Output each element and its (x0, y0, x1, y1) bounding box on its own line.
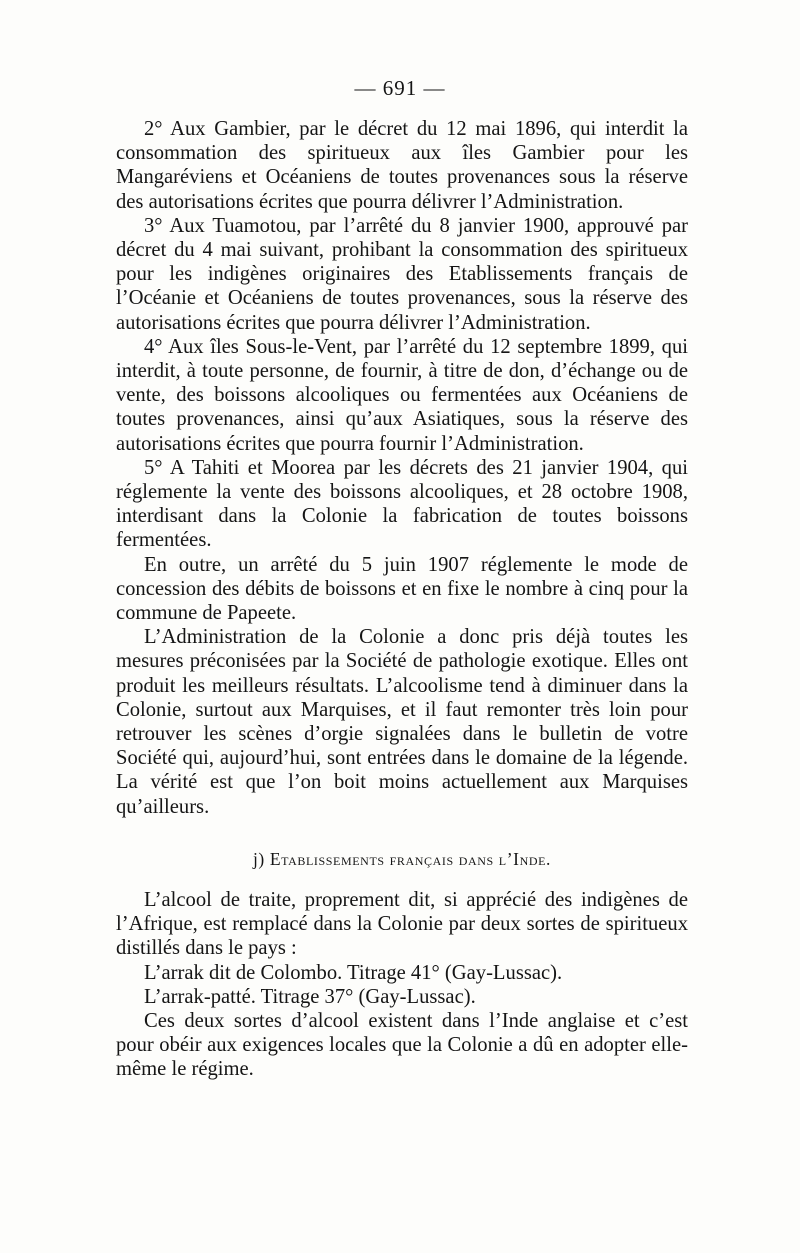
paragraph-papeete: En outre, un arrêté du 5 juin 1907 réglemente le mode de concession des débits de boissons et en fixe le nombre à cinq pour la commune de Papeete. (116, 553, 688, 625)
paragraph-alcool-de-traite: L’alcool de traite, proprement dit, si apprécié des indigènes de l’Afrique, est remplacé dans la Colonie par deux sortes de spiritueux distillés dans le pays : (116, 888, 688, 960)
paragraph-tahiti-moorea: 5° A Tahiti et Moorea par les décrets des 21 janvier 1904, qui réglemente la vente des boissons alcooliques, et 28 octobre 1908, interdisant dans la Colonie la fabrication de toutes boissons fermentées. (116, 456, 688, 552)
section-heading (116, 849, 688, 870)
paragraph-arrak-colombo: L’arrak dit de Colombo. Titrage 41° (Gay-Lussac). (144, 961, 563, 984)
page-number: — 691 — (354, 76, 446, 100)
section-title: Etablissements français dans l’Inde. (269, 848, 552, 869)
paragraph-gambier: 2° Aux Gambier, par le décret du 12 mai 1896, qui interdit la consommation des spiritueux aux îles Gambier pour les Mangaréviens et Océaniens de toutes provenances sous la réserve des autorisations écrites que pourra délivrer l’Administration. (116, 118, 688, 213)
paragraph-sous-le-vent: 4° Aux îles Sous-le-Vent, par l’arrêté du 12 septembre 1899, qui interdit, à toute personne, de fournir, à titre de don, d’échange ou de vente, des boissons alcooliques ou fermentées aux Océaniens de toutes provenances, ainsi qu’aux Asiatiques, sous la réserve des autorisations écrites que pourra fournir l’Administration. (116, 335, 688, 455)
paragraph-inde-anglaise: Ces deux sortes d’alcool existent dans l’Inde anglaise et c’est pour obéir aux exigences locales que la Colonie a dû en adopter elle-même le régime. (116, 1009, 688, 1081)
paragraph-administration: L’Administration de la Colonie a donc pris déjà toutes les mesures préconisées par la Société de pathologie exotique. Elles ont produit les meilleurs résultats. L’alcoolisme tend à diminuer dans la Colonie, surtout aux Marquises, et il faut remonter très loin pour retrouver les scènes d’orgie signalées dans le bulletin de votre Société qui, aujourd’hui, sont entrées dans le domaine de la légende. La vérité est que l’on boit moins actuellement aux Marquises qu’ailleurs. (116, 626, 688, 818)
paragraph-tuamotou: 3° Aux Tuamotou, par l’arrêté du 8 janvier 1900, approuvé par décret du 4 mai suivant, prohibant la consommation des spiritueux pour les indigènes originaires des Etablissements français de l’Océanie et Océaniens de toutes provenances, sous la réserve des autorisations écrites que pourra délivrer l’Administration. (116, 214, 688, 334)
paragraph-arrak-patte: L’arrak-patté. Titrage 37° (Gay-Lussac). (144, 985, 476, 1008)
body-text (116, 117, 688, 1082)
section-marker: j) (252, 848, 265, 869)
